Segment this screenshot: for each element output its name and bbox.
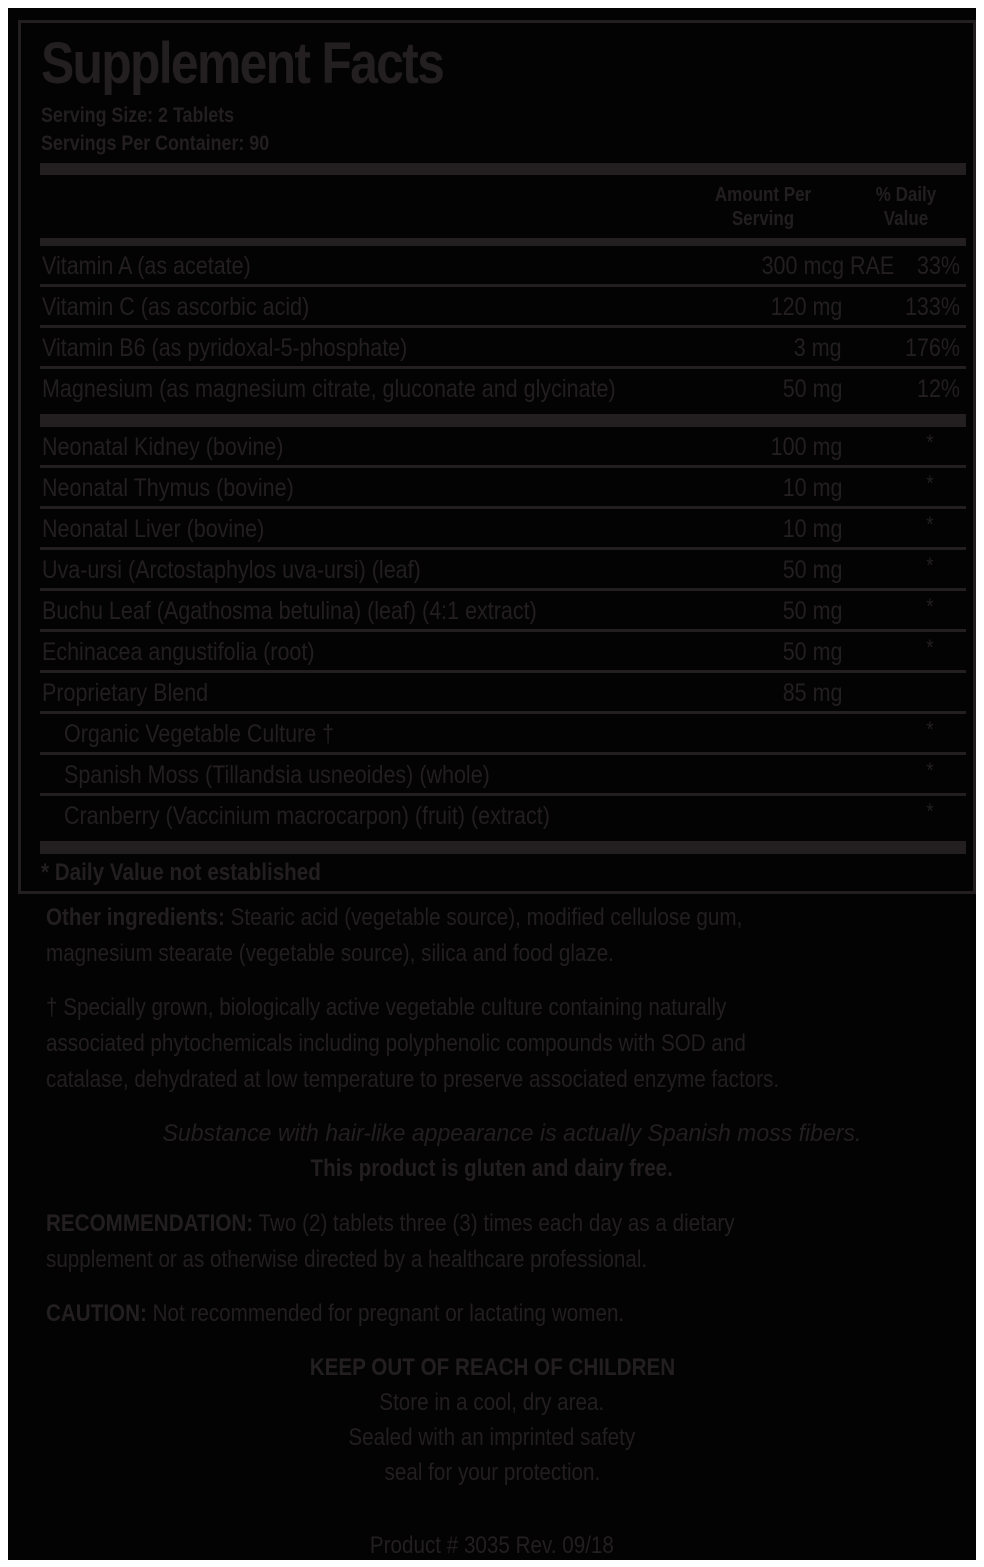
nutrient-amount: 3 mg: [794, 334, 842, 362]
blend-item-name: Organic Vegetable Culture †: [64, 720, 335, 748]
proprietary-blend-row: [40, 673, 966, 714]
daily-value-footnote: * Daily Value not established: [41, 859, 321, 886]
ingredient-dv: *: [926, 635, 934, 660]
thick-divider: [40, 163, 966, 175]
header-line: Value: [883, 208, 929, 230]
seal-notice: [0, 1455, 984, 1490]
servings-per-container: Servings Per Container: 90: [41, 132, 270, 155]
medium-divider: [40, 238, 966, 246]
ingredient-amount: 10 mg: [782, 474, 842, 502]
caution-label: CAUTION:: [46, 1300, 147, 1327]
ingredient-dv: *: [926, 430, 934, 455]
ingredient-row: [40, 509, 966, 550]
facts-title: Supplement Facts: [41, 31, 444, 96]
storage-instructions: [0, 1385, 984, 1420]
thick-divider: [40, 841, 966, 854]
ingredient-amount: 50 mg: [782, 597, 842, 625]
product-number: Product # 3035 Rev. 09/18: [369, 1532, 615, 1559]
storage-text: Store in a cool, dry area.: [379, 1389, 605, 1416]
ingredient-name: Neonatal Kidney (bovine): [42, 433, 284, 461]
thick-divider: [40, 414, 966, 427]
nutrient-amount: 120 mg: [770, 293, 842, 321]
recommendation-text: Two (2) tablets three (3) times each day as a dietary: [253, 1210, 735, 1237]
ingredient-dv: *: [926, 594, 934, 619]
recommendation-text: supplement or as otherwise directed by a healthcare professional.: [46, 1246, 648, 1273]
blend-item-name: Spanish Moss (Tillandsia usneoides) (whole): [64, 761, 490, 789]
serving-size: Serving Size: 2 Tablets: [41, 104, 235, 127]
other-ingredients-text: Stearic acid (vegetable source), modified cellulose gum,: [224, 904, 743, 931]
ingredient-amount: 50 mg: [782, 638, 842, 666]
ingredient-row: [40, 550, 966, 591]
nutrient-row: [40, 287, 966, 328]
ingredient-row: [40, 468, 966, 509]
dagger-note: [46, 990, 779, 1098]
caution-text: Not recommended for pregnant or lactating women.: [146, 1300, 625, 1327]
nutrient-row: [40, 328, 966, 369]
dagger-note-line: catalase, dehydrated at low temperature to preserve associated enzyme factors.: [46, 1066, 780, 1093]
caution: [46, 1296, 624, 1332]
blend-item-dv: *: [926, 758, 934, 783]
ingredient-amount: 85 mg: [782, 679, 842, 707]
ingredient-dv: *: [926, 553, 934, 578]
nutrient-name: Vitamin C (as ascorbic acid): [42, 293, 310, 321]
nutrient-dv: 133%: [905, 293, 960, 321]
ingredient-amount: 10 mg: [782, 515, 842, 543]
nutrient-dv: 176%: [905, 334, 960, 362]
nutrient-amount: 300 mcg RAE: [761, 252, 894, 280]
blend-item-row: [40, 714, 966, 755]
ingredient-dv: *: [926, 512, 934, 537]
nutrient-row: [40, 369, 966, 410]
supplement-facts-box: [18, 20, 976, 894]
seal-text: Sealed with an imprinted safety: [348, 1424, 636, 1451]
daily-value-header: [859, 183, 953, 231]
other-ingredients-label: Other ingredients:: [46, 904, 225, 931]
other-ingredients: [46, 900, 742, 972]
nutrient-name: Vitamin A (as acetate): [42, 252, 251, 280]
seal-text: seal for your protection.: [384, 1459, 600, 1486]
ingredient-name: Neonatal Liver (bovine): [42, 515, 265, 543]
ingredient-name: Buchu Leaf (Agathosma betulina) (leaf) (4:1 extract): [42, 597, 537, 625]
keep-out-of-reach-warning: [0, 1350, 984, 1385]
ingredient-name: Proprietary Blend: [42, 679, 209, 707]
ingredient-amount: 50 mg: [782, 556, 842, 584]
dagger-note-line: † Specially grown, biologically active vegetable culture containing naturally: [46, 994, 727, 1021]
ingredient-name: Neonatal Thymus (bovine): [42, 474, 294, 502]
ingredient-row: [40, 591, 966, 632]
blend-item-name: Cranberry (Vaccinium macrocarpon) (fruit) (extract): [64, 802, 550, 830]
nutrient-amount: 50 mg: [782, 375, 842, 403]
ingredient-amount: 100 mg: [770, 433, 842, 461]
header-line: Amount Per: [714, 184, 812, 206]
warning-text: KEEP OUT OF REACH OF CHILDREN: [309, 1354, 675, 1381]
spanish-moss-notice: [0, 1116, 984, 1151]
product-info: [0, 1528, 984, 1563]
spanish-moss-text: Substance with hair-like appearance is actually Spanish moss fibers.: [162, 1120, 862, 1147]
blend-item-row: [40, 796, 966, 837]
nutrient-row: [40, 246, 966, 287]
ingredient-name: Echinacea angustifolia (root): [42, 638, 315, 666]
blend-item-row: [40, 755, 966, 796]
other-ingredients-text: magnesium stearate (vegetable source), silica and food glaze.: [46, 940, 614, 967]
seal-notice: [0, 1420, 984, 1455]
blend-item-dv: *: [926, 799, 934, 824]
ingredient-row: [40, 632, 966, 673]
nutrient-dv: 12%: [916, 375, 960, 403]
dagger-note-line: associated phytochemicals including polyphenolic compounds with SOD and: [46, 1030, 746, 1057]
recommendation-label: RECOMMENDATION:: [46, 1210, 254, 1237]
nutrient-dv: 33%: [916, 252, 960, 280]
nutrient-name: Magnesium (as magnesium citrate, gluconate and glycinate): [42, 375, 616, 403]
amount-per-serving-header: [704, 183, 823, 231]
gluten-free-notice: [0, 1151, 984, 1186]
gluten-free-text: This product is gluten and dairy free.: [310, 1155, 674, 1182]
ingredient-row: [40, 427, 966, 468]
nutrient-name: Vitamin B6 (as pyridoxal-5-phosphate): [42, 334, 408, 362]
ingredient-dv: *: [926, 471, 934, 496]
blend-item-dv: *: [926, 717, 934, 742]
ingredient-name: Uva-ursi (Arctostaphylos uva-ursi) (leaf): [42, 556, 421, 584]
label-panel: [8, 8, 976, 1560]
recommendation: [46, 1206, 735, 1278]
header-line: % Daily: [875, 184, 937, 206]
header-line: Serving: [731, 208, 795, 230]
